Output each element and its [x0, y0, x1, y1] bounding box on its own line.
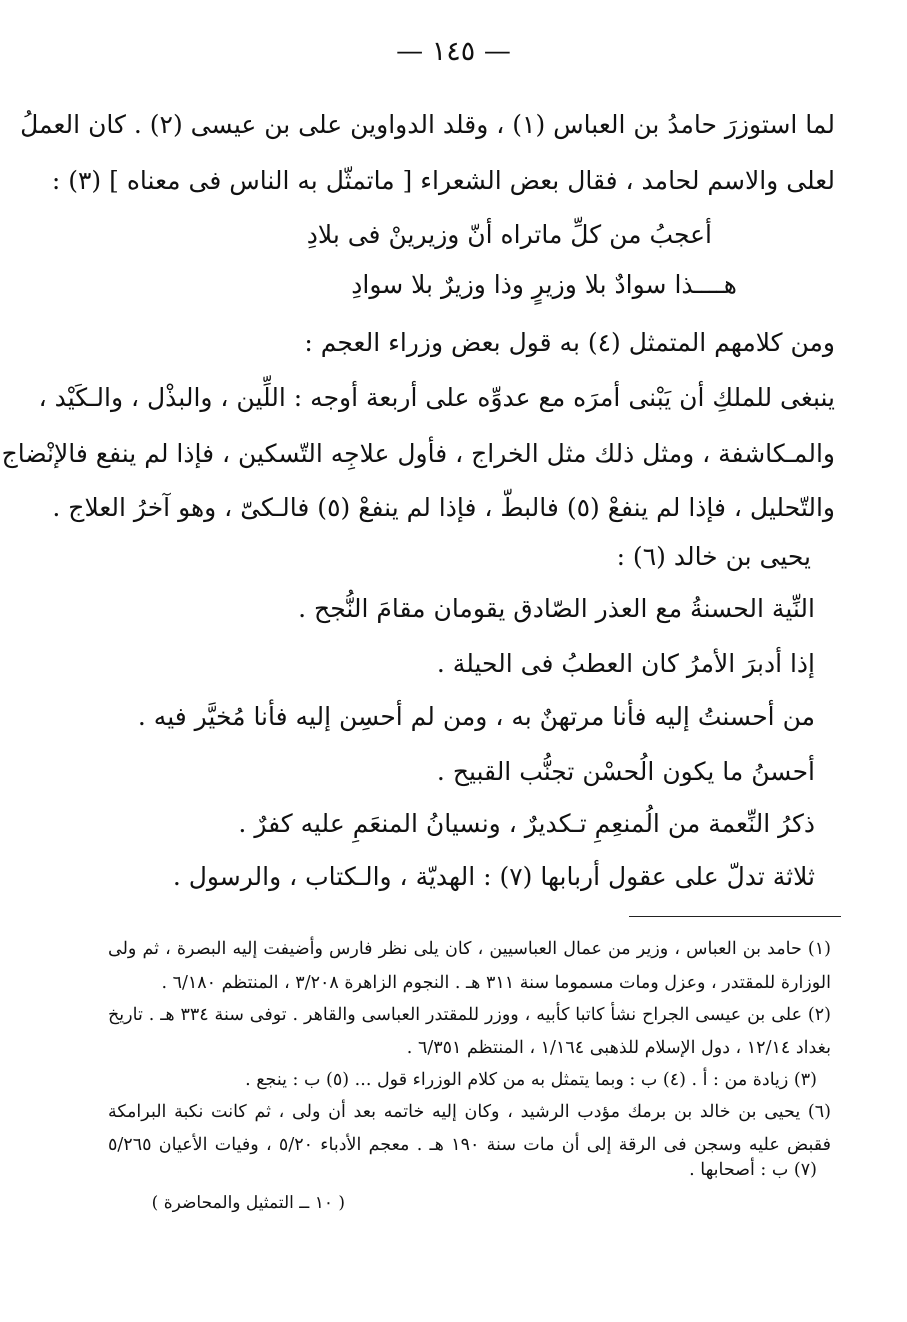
text-line: ينبغى للملكِ أن يَبْنى أمرَه مع عدوِّه على أربعة أوجه : اللِّين ، والبذْل ، والـكَيْد ، — [38, 383, 835, 412]
text-line: والتّحليل ، فإذا لم ينفعْ (٥) فالبطّ ، فإذا لم ينفعْ (٥) فالـكىّ ، وهو آخرُ العلاج . — [52, 493, 835, 522]
footnote-line: (٧) ب : أصحابها . — [689, 1160, 817, 1180]
footnote-line: (٣) زيادة من : أ . (٤) ب : وبما يتمثل به من كلام الوزراء قول ... (٥) ب : ينجع . — [245, 1070, 817, 1090]
saying-line: النِّية الحسنةُ مع العذر الصّادق يقومان مقامَ النُّجح . — [298, 594, 815, 623]
speaker-heading: يحيى بن خالد (٦) : — [616, 542, 811, 571]
verse-line: أعجبُ من كلِّ ماتراه أنّ وزيرينْ فى بلادِ — [306, 220, 712, 249]
footnote-line: (١) حامد بن العباس ، وزير من عمال العباسيين ، كان يلى نظر فارس وأضيفت إليه البصرة ، ثم ولى — [108, 939, 831, 959]
signature-mark: ( ١٠ ــ التمثيل والمحاضرة ) — [151, 1193, 345, 1213]
saying-line: ثلاثة تدلّ على عقول أربابها (٧) : الهديّة ، والـكتاب ، والرسول . — [172, 862, 815, 891]
text-line: لما استوزرَ حامدُ بن العباس (١) ، وقلد الدواوين على بن عيسى (٢) . كان العملُ — [20, 110, 835, 139]
saying-line: ذكرُ النِّعمة من الُمنعِمِ تـكديرٌ ، ونسيانُ المنعَمِ عليه كفرٌ . — [238, 809, 815, 838]
saying-line: إذا أدبرَ الأمرُ كان العطبُ فى الحيلة . — [436, 649, 815, 678]
footnote-line: الوزارة للمقتدر ، وعزل ومات مسموما سنة ٣١١ هـ . النجوم الزاهرة ٣/٢٠٨ ، المنتظم ٦/١٨٠ . — [161, 973, 831, 993]
footnote-line: بغداد ١٢/١٤ ، دول الإسلام للذهبى ١/١٦٤ ، المنتظم ٦/٣٥١ . — [406, 1038, 831, 1058]
footnote-line: فقبض عليه وسجن فى الرقة إلى أن مات سنة ١٩٠ هـ . معجم الأدباء ٥/٢٠ ، وفيات الأعيان ٥/٢٦٥ — [108, 1135, 831, 1155]
footnote-line: (٢) على بن عيسى الجراح نشأ كاتبا كأبيه ، ووزر للمقتدر العباسى والقاهر . توفى سنة ٣٣٤ هـ . تاريخ — [108, 1005, 831, 1025]
footnote-line: (٦) يحيى بن خالد بن برمك مؤدب الرشيد ، وكان إليه خاتمه بعد أن ولى ، ثم كانت نكبة البرامكة — [108, 1102, 831, 1122]
text-line: ومن كلامهم المتمثل (٤) به قول بعض وزراء العجم : — [304, 328, 835, 357]
verse-line: هــــذا سوادٌ بلا وزيرٍ وذا وزيرٌ بلا سوادِ — [351, 270, 737, 299]
saying-line: أحسنُ ما يكون الُحسْن تجنُّب القبيح . — [436, 757, 815, 786]
saying-line: من أحسنتُ إليه فأنا مرتهنٌ به ، ومن لم أحسِن إليه فأنا مُخيَّر فيه . — [137, 702, 815, 731]
text-line: لعلى والاسم لحامد ، فقال بعض الشعراء [ ماتمثّل به الناس فى معناه ] (٣) : — [51, 166, 835, 195]
page-number: — ١٤٥ — — [396, 36, 511, 67]
text-line: والمـكاشفة ، ومثل ذلك مثل الخراج ، فأول علاجِه التّسكين ، فإذا لم ينفع فالإنْضاج — [1, 439, 835, 468]
footnote-separator — [629, 916, 841, 917]
